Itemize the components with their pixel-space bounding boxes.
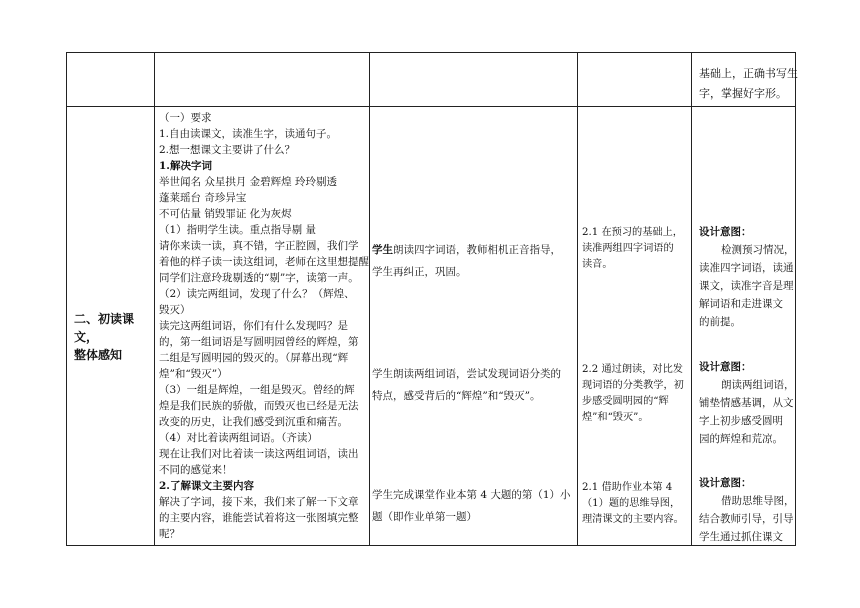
student-activity-2-line-1: 学生朗读两组词语，尝试发现词语分类的 [372, 368, 561, 380]
teacher-line: 解决了字词，接下来，我们来了解一下文章 [159, 496, 359, 508]
teacher-line: 不同的感觉来！ [159, 464, 233, 476]
stage-title-line-2: 整体感知 [74, 348, 123, 362]
teacher-line: 着他的样子读一读这组词，老师在这里想提醒 [159, 256, 369, 268]
teacher-line: 1.解决字词 [159, 160, 212, 172]
teacher-line: 2.想一想课文主要讲了什么？ [159, 144, 296, 156]
student-activity-1 [372, 242, 572, 280]
table-col-line-0 [66, 52, 67, 546]
table-col-line-1 [154, 52, 155, 546]
table-col-line-3 [577, 52, 578, 546]
goal-3 [582, 480, 684, 528]
design-note-1-line-5: 的前提。 [699, 316, 741, 328]
goal-2-line-1: 2.2 通过朗读，对比发 [582, 364, 683, 375]
teacher-line: 同学们注意玲珑剔透的“剔”字，读第一声。 [159, 272, 359, 284]
top-goal-line-2: 字，掌握好字形。 [699, 87, 787, 100]
teacher-line: 1.自由读课文，读准生字，读通句子。 [159, 128, 338, 140]
stage-title-line-1: 二、初读课文， [74, 312, 135, 344]
teacher-line: 不可估量 销毁罪证 化为灰烬 [159, 208, 292, 220]
design-note-2-line-2: 铺垫情感基调，从文 [699, 397, 794, 409]
teacher-line: 的主要内容，谁能尝试着将这一张图填完整 [159, 512, 359, 524]
table-border-bottom [66, 545, 796, 546]
teacher-activity-text [159, 110, 369, 542]
table-row-divider [66, 106, 796, 107]
design-note-2-line-3: 字上初步感受圆明 [699, 415, 783, 427]
goal-2-line-4: 煌”和“毁灭”。 [582, 412, 649, 423]
design-note-3-line-3: 学生通过抓住课文 [699, 531, 783, 543]
teacher-line: 现在让我们对比着读一读这两组词语，读出 [159, 448, 359, 460]
design-note-2 [699, 359, 797, 447]
goal-3-line-2: （1）题的思维导图， [582, 498, 681, 509]
stage-title [74, 310, 154, 364]
design-note-1-line-1: 检测预习情况， [721, 244, 795, 256]
teacher-line: 2.了解课文主要内容 [159, 480, 254, 492]
student-activity-3-line-1: 学生完成课堂作业本第 4 大题的第（1）小 [372, 489, 571, 501]
student-activity-3 [372, 487, 572, 525]
teacher-line: 煌是我们民族的骄傲，而毁灭也已经是无法 [159, 400, 359, 412]
stage-title-cell [70, 108, 152, 544]
goal-2-line-3: 步感受圆明园的“辉 [582, 396, 669, 407]
design-note-2-line-4: 园的辉煌和荒凉。 [699, 433, 783, 445]
student-activity-2-line-2: 特点，感受背后的“辉煌”和“毁灭”。 [372, 390, 541, 402]
design-note-1-line-3: 课文，读准字音是理 [699, 280, 794, 292]
design-note-3 [699, 475, 797, 545]
student-activity-2 [372, 366, 572, 404]
design-note-1-line-2: 读准四字词语，读通 [699, 262, 794, 274]
student-activity-1-line-2: 学生再纠正，巩固。 [372, 266, 467, 278]
teacher-line: 读完这两组词语，你们有什么发现吗？是 [159, 320, 348, 332]
goal-1-line-3: 读音。 [582, 259, 613, 270]
design-note-1-line-4: 解词语和走进课文 [699, 298, 783, 310]
goal-2-line-2: 现词语的分类教学，初 [582, 380, 684, 391]
goal-3-line-1: 2.1 借助作业本第 4 [582, 482, 673, 493]
teacher-activity-cell [159, 110, 369, 542]
top-goal-line-1: 基础上，正确书写生 [699, 67, 798, 80]
teacher-line: 煌”和“毁灭”） [159, 368, 228, 380]
goal-3-line-3: 理清课文的主要内容。 [582, 514, 684, 525]
goal-1-line-1: 2.1 在预习的基础上， [582, 227, 683, 238]
design-note-1-title: 设计意图： [699, 226, 752, 238]
design-note-3-line-2: 结合教师引导，引导 [699, 513, 794, 525]
teacher-line: （4）对比着读两组词语。（齐读） [159, 432, 318, 444]
goal-1 [582, 225, 683, 273]
teacher-line: 举世闻名 众星拱月 金碧辉煌 玲玲剔透 [159, 176, 338, 188]
student-activity-1-line-1: 朗读四字词语，教师相机正音指导， [393, 244, 561, 256]
student-activity-3-line-2: 题（即作业单第一题） [372, 511, 477, 523]
design-note-3-title: 设计意图： [699, 477, 752, 489]
design-note-1 [699, 224, 797, 330]
teacher-line: （一）要求 [159, 112, 212, 124]
design-note-2-line-1: 朗读两组词语， [721, 379, 795, 391]
teacher-line: 的，第一组词语是写圆明园曾经的辉煌，第 [159, 336, 359, 348]
design-note-2-title: 设计意图： [699, 361, 752, 373]
teacher-line: 改变的历史，让我们感受到沉重和痛苦。 [159, 416, 348, 428]
teacher-line: 二组是写圆明园的毁灭的。（屏幕出现“辉 [159, 352, 349, 364]
design-note-3-line-1: 借助思维导图， [721, 495, 795, 507]
teacher-line: （1）指明学生读。重点指导剔 量 [159, 224, 317, 236]
teacher-line: 呢？ [159, 528, 180, 540]
teacher-line: 毁灭） [159, 304, 191, 316]
table-col-line-2 [369, 52, 370, 546]
student-lead: 学生 [372, 244, 393, 256]
teacher-line: 蓬莱瑶台 奇珍异宝 [159, 192, 247, 204]
table-col-line-4 [691, 52, 692, 546]
teacher-line: 请你来读一读，真不错，字正腔圆，我们学 [159, 240, 359, 252]
goal-2 [582, 362, 684, 426]
teacher-line: （3）一组是辉煌，一组是毁灭。曾经的辉 [159, 384, 355, 396]
teacher-line: （2）读完两组词，发现了什么？（辉煌、 [159, 288, 355, 300]
table-border-top [66, 52, 796, 53]
goal-1-line-2: 读准两组四字词语的 [582, 243, 674, 254]
